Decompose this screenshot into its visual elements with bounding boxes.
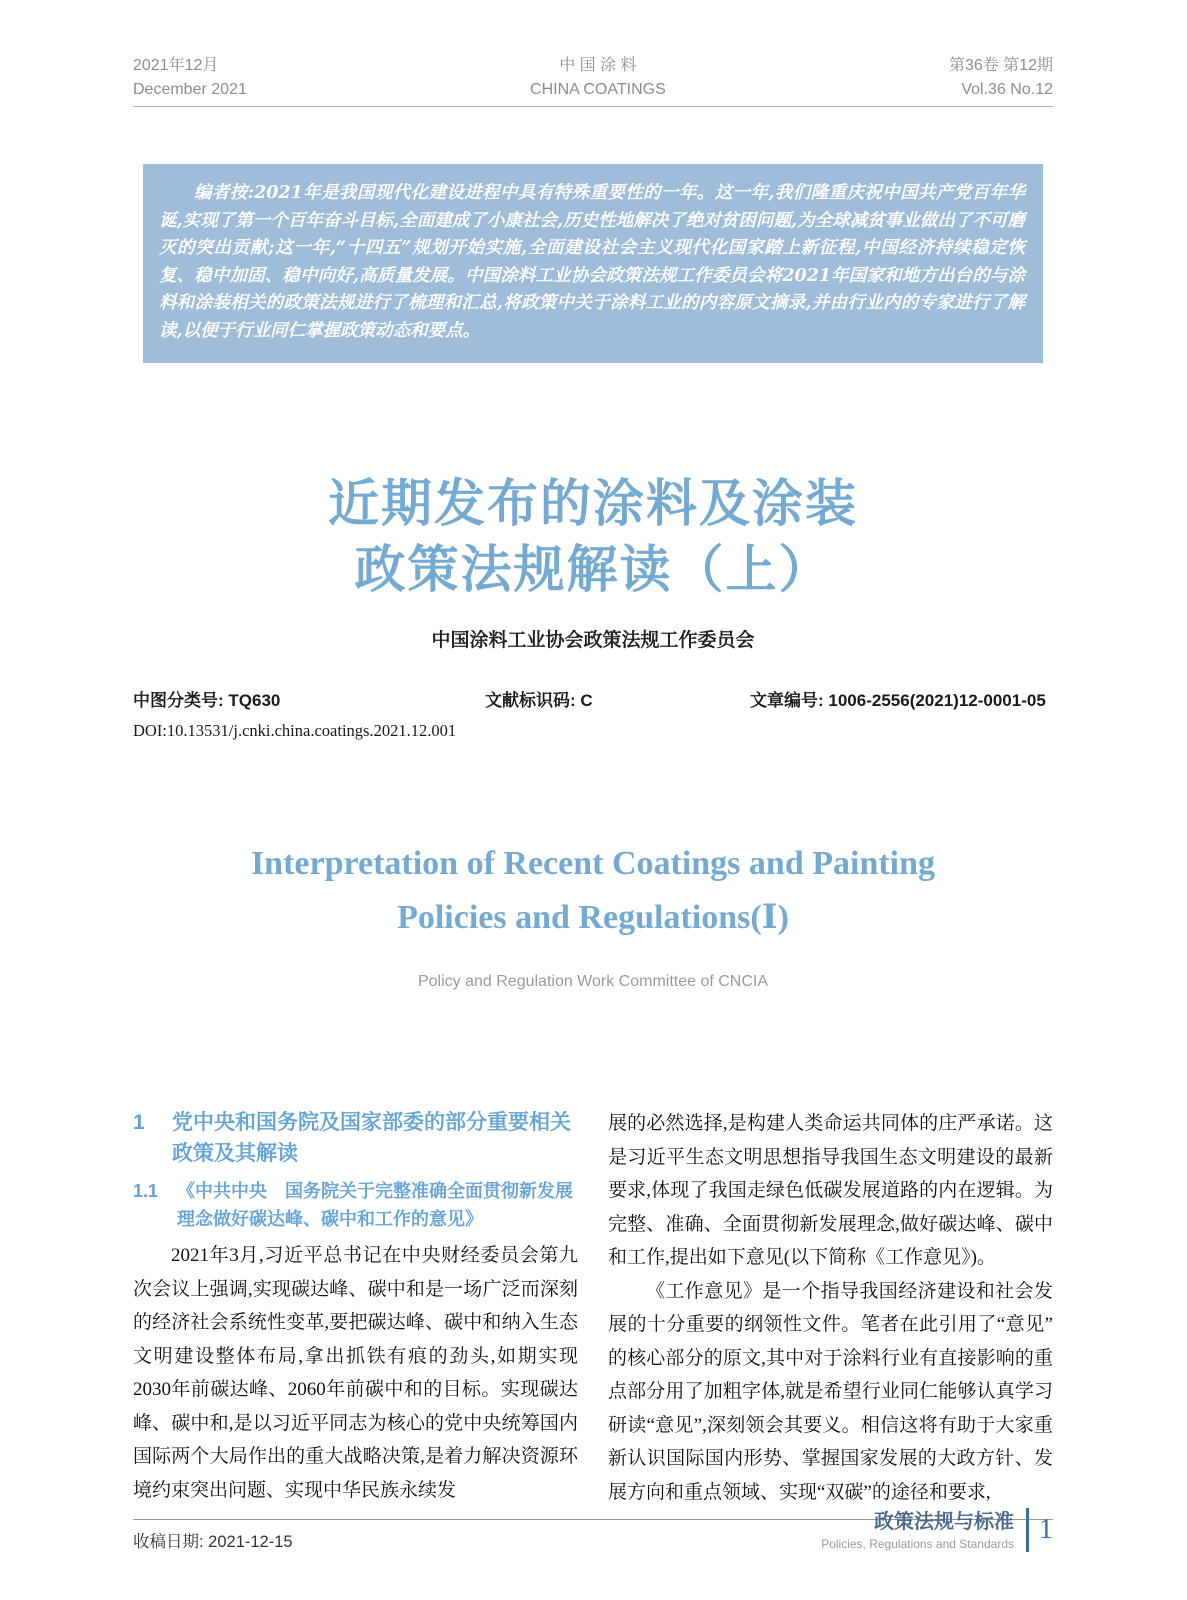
doi: DOI:10.13531/j.cnki.china.coatings.2021.12.001	[133, 721, 457, 740]
issue-cn: 第36卷 第12期	[948, 57, 1053, 74]
received-date-label: 收稿日期:	[133, 1533, 209, 1551]
footer-section-cn: 政策法规与标准	[874, 1510, 1014, 1533]
section-1-heading	[133, 1107, 578, 1169]
editor-note-box	[143, 164, 1043, 363]
footer-divider-bar	[1026, 1508, 1029, 1552]
body-paragraph-right-2: 《工作意见》是一个指导我国经济建设和社会发展的十分重要的纲领性文件。笔者在此引用了“意见”的核心部分的原文,其中对于涂料行业有直接影响的重点部分用了加粗字体,就是希望行业同仁能够认真学习研读“意见”,深刻领会其要义。相信这将有助于大家重新认识国际国内形势、掌握国家发展的大政方针、发展方向和重点领域、实现“双碳”的途径和要求,	[608, 1280, 1053, 1503]
article-title-line2: 政策法规解读（上）	[354, 541, 832, 598]
clc-label: 中图分类号:	[133, 691, 229, 710]
running-head-date	[133, 54, 247, 102]
footer-section-labels	[821, 1510, 1014, 1551]
article-title-en-line1: Interpretation of Recent Coatings and Painting	[250, 845, 936, 882]
article-title-en-line2: Policies and Regulations(Ⅰ)	[397, 899, 789, 936]
running-head-journal	[530, 54, 666, 102]
document-code-value: C	[580, 691, 593, 710]
article-title-cn	[133, 471, 1053, 603]
section-1-title: 党中央和国务院及国家部委的部分重要相关政策及其解读	[172, 1111, 571, 1165]
date-en: December 2021	[133, 81, 247, 98]
section-1-1-title: 《中共中央 国务院关于完整准确全面贯彻新发展理念做好碳达峰、碳中和工作的意见》	[177, 1181, 573, 1229]
editor-note-text: 编者按:2021年是我国现代化建设进程中具有特殊重要性的一年。这一年,我们隆重庆祝中国共产党百年华诞,实现了第一个百年奋斗目标,全面建成了小康社会,历史性地解决了绝对贫困问题,为全球减贫事业做出了不可磨灭的突出贡献;这一年,“十四五”规划开始实施,全面建设社会主义现代化国家踏上新征程,中国经济持续稳定恢复、稳中加固、稳中向好,高质量发展。中国涂料工业协会政策法规工作委员会将2021年国家和地方出台的与涂料和涂装相关的政策法规进行了梳理和汇总,将政策中关于涂料工业的内容原文摘录,并由行业内的专家进行了解读,以便于行业同仁掌握政策动态和要点。	[159, 183, 1025, 341]
author-cn: 中国涂料工业协会政策法规工作委员会	[431, 630, 755, 651]
body-paragraph-left: 2021年3月,习近平总书记在中央财经委员会第九次会议上强调,实现碳达峰、碳中和是一场广泛而深刻的经济社会系统性变革,要把碳达峰、碳中和纳入生态文明建设整体布局,拿出抓铁有痕的劲头,如期实现2030年前碳达峰、2060年前碳中和的目标。实现碳达峰、碳中和,是以习近平同志为核心的党中央统筹国内国际两个大局作出的重大战略决策,是着力解决资源环境约束突出问题、实现中华民族永续发	[133, 1245, 578, 1501]
article-meta-row	[133, 686, 1053, 711]
page-footer	[821, 1508, 1053, 1552]
section-1-1-heading	[133, 1177, 578, 1233]
date-cn: 2021年12月	[133, 57, 219, 74]
author-en: Policy and Regulation Work Committee of CNCIA	[417, 973, 769, 990]
body-column-right	[608, 1107, 1053, 1509]
clc-number	[133, 686, 485, 711]
article-number-label: 文章编号:	[750, 691, 829, 710]
clc-value: TQ630	[228, 691, 281, 710]
article-title-line1: 近期发布的涂料及涂装	[327, 475, 858, 532]
article-title-en	[133, 837, 1053, 945]
body-column-left	[133, 1107, 578, 1509]
footer-section-en: Policies, Regulations and Standards	[821, 1536, 1014, 1551]
running-head	[133, 0, 1053, 102]
page-number: 1	[1039, 1514, 1053, 1545]
received-date-value: 2021-12-15	[208, 1533, 293, 1551]
journal-name-cn: 中 国 涂 料	[559, 57, 637, 74]
running-head-issue	[949, 54, 1053, 102]
header-rule	[133, 106, 1053, 107]
document-code	[485, 686, 750, 711]
journal-name-en: CHINA COATINGS	[530, 81, 666, 98]
article-number-value: 1006-2556(2021)12-0001-05	[828, 691, 1046, 710]
article-body	[133, 1107, 1053, 1509]
document-code-label: 文献标识码:	[485, 691, 581, 710]
body-paragraph-right-1: 展的必然选择,是构建人类命运共同体的庄严承诺。这是习近平生态文明思想指导我国生态文明建设的最新要求,体现了我国走绿色低碳发展道路的内在逻辑。为完整、准确、全面贯彻新发展理念,做好碳达峰、碳中和工作,提出如下意见(以下简称《工作意见》)。	[608, 1113, 1053, 1268]
section-1-1-number: 1.1	[133, 1181, 159, 1201]
article-number	[750, 686, 1053, 711]
section-1-number: 1	[133, 1111, 145, 1134]
issue-en: Vol.36 No.12	[961, 81, 1053, 98]
